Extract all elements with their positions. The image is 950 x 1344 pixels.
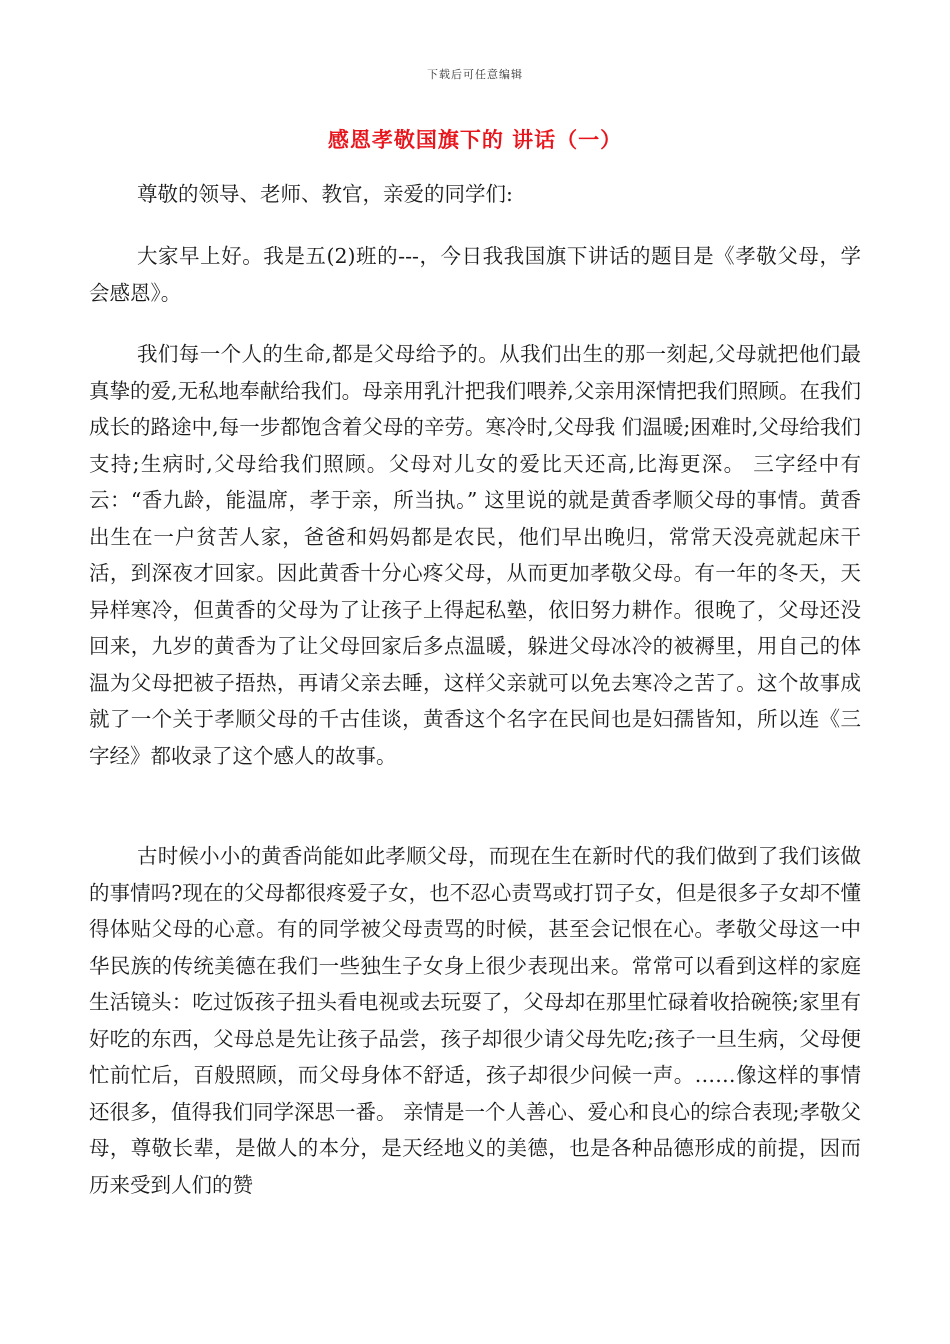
document-title: 感恩孝敬国旗下的 讲话（一） <box>327 127 623 152</box>
greeting-paragraph: 尊敬的领导、老师、教官，亲爱的同学们: <box>137 182 513 206</box>
header-note: 下载后可任意编辑 <box>427 68 523 81</box>
story-paragraph: 我们每一个人的生命,都是父母给予的。从我们出生的那一刻起,父母就把他们最真挚的爱,无私地奉献给我们。母亲用乳汁把我们喂养,父亲用深情把我们照顾。在我们成长的路途中,每一步都饱含着父母的辛劳。寒冷时,父母我 们温暖;困难时,父母给我们支持;生病时,父母给我们照顾。父母对儿女的爱比天还高,比海更深。 三字经中有云：“香九龄，能温席，孝于亲，所当执。” 这里说的就是黄香孝顺父母的事情。黄香出生在一户贫苦人家，爸爸和妈妈都是农民，他们早出晚归，常常天没亮就起床干活，到深夜才回家。因此黄香十分心疼父母，从而更加孝敬父母。有一年的冬天，天异样寒冷，但黄香的父母为了让孩子上得起私塾，依旧努力耕作。很晚了，父母还没回来，九岁的黄香为了让父母回家后多点温暖，躲进父母冰冷的被褥里，用自己的体温为父母把被子捂热，再请父亲去睡，这样父亲就可以免去寒冷之苦了。这个故事成就了一个关于孝顺父母的千古佳谈，黄香这个名字在民间也是妇孺皆知，所以连《三字经》都收录了这个感人的故事。 <box>89 342 861 768</box>
modern-paragraph: 古时候小小的黄香尚能如此孝顺父母，而现在生在新时代的我们做到了我们该做的事情吗?现在的父母都很疼爱子女，也不忍心责骂或打罚子女，但是很多子女却不懂得体贴父母的心意。有的同学被父母责骂的时候，甚至会记恨在心。孝敬父母这一中华民族的传统美德在我们一些独生子女身上很少表现出来。常常可以看到这样的家庭生活镜头：吃过饭孩子扭头看电视或去玩耍了，父母却在那里忙碌着收拾碗筷;家里有好吃的东西，父母总是先让孩子品尝，孩子却很少请父母先吃;孩子一旦生病，父母便忙前忙后，百般照顾，而父母身体不舒适，孩子却很少问候一声。……像这样的事情还很多，值得我们同学深思一番。 亲情是一个人善心、爱心和良心的综合表现;孝敬父母，尊敬长辈，是做人的本分，是天经地义的美德，也是各种品德形成的前提，因而历来受到人们的赞 <box>89 844 861 1197</box>
intro-paragraph: 大家早上好。我是五(2)班的---，今日我我国旗下讲话的题目是《孝敬父母，学会感恩》。 <box>89 244 861 305</box>
